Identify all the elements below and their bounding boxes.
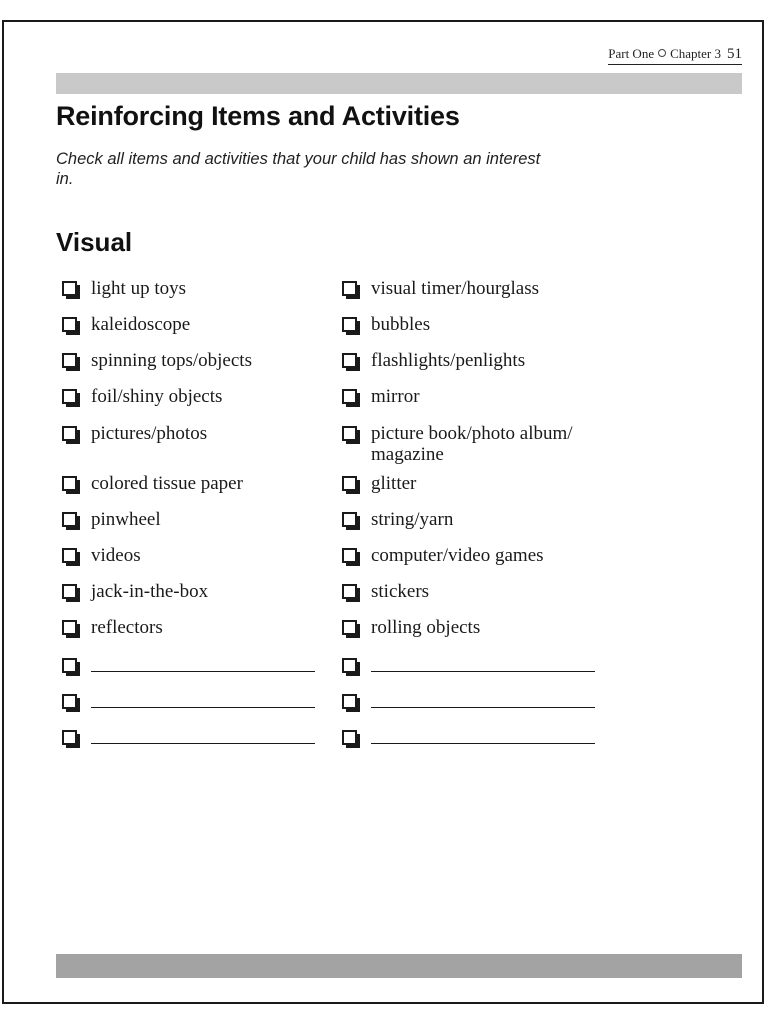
checklist-item-label: bubbles xyxy=(371,314,431,335)
checkbox-icon[interactable] xyxy=(62,426,77,441)
checkbox-icon[interactable] xyxy=(62,512,77,527)
checklist-item-bubbles[interactable] xyxy=(342,314,632,335)
checklist-item-label: glitter xyxy=(371,473,417,494)
checklist-item-label: pinwheel xyxy=(91,509,161,530)
running-head-part: Part One xyxy=(608,46,655,61)
checklist-item-label: pictures/photos xyxy=(91,423,208,444)
checkbox-icon[interactable] xyxy=(62,281,77,296)
section-heading-visual: Visual xyxy=(56,227,133,257)
write-in-line[interactable] xyxy=(91,655,315,672)
checklist-item-blank[interactable] xyxy=(62,655,322,673)
checklist-item-label: flashlights/penlights xyxy=(371,350,526,371)
checklist-item-label: light up toys xyxy=(91,278,187,299)
checklist-item-flashlights[interactable] xyxy=(342,350,632,371)
checklist-item-glitter[interactable] xyxy=(342,473,632,494)
checkbox-icon[interactable] xyxy=(342,353,357,368)
page-subtitle: Check all items and activities that your child has shown an interest in. xyxy=(56,150,541,188)
checklist-item-colored-tissue-paper[interactable] xyxy=(62,473,322,494)
checkbox-icon[interactable] xyxy=(342,548,357,563)
checkbox-icon[interactable] xyxy=(342,620,357,635)
checkbox-icon[interactable] xyxy=(62,476,77,491)
checklist-item-videos[interactable] xyxy=(62,545,322,566)
checkbox-icon[interactable] xyxy=(342,694,357,709)
checkbox-icon[interactable] xyxy=(62,584,77,599)
checkbox-icon[interactable] xyxy=(342,317,357,332)
checkbox-icon[interactable] xyxy=(62,548,77,563)
checklist-item-blank[interactable] xyxy=(342,727,632,745)
running-head-chapter: Chapter 3 xyxy=(670,46,721,61)
checkbox-icon[interactable] xyxy=(62,730,77,745)
running-head-separator-icon xyxy=(658,49,666,57)
header-rule xyxy=(56,73,742,94)
checklist-item-label: computer/video games xyxy=(371,545,544,566)
checkbox-icon[interactable] xyxy=(62,353,77,368)
checkbox-icon[interactable] xyxy=(342,658,357,673)
checklist-item-mirror[interactable] xyxy=(342,386,632,407)
checklist-item-label: foil/shiny objects xyxy=(91,386,223,407)
checklist-item-blank[interactable] xyxy=(62,691,322,709)
page-title: Reinforcing Items and Activities xyxy=(56,101,460,131)
checkbox-icon[interactable] xyxy=(342,426,357,441)
checklist-item-label: spinning tops/objects xyxy=(91,350,252,371)
page-number: 51 xyxy=(727,46,742,62)
checklist-item-label: reflectors xyxy=(91,617,163,638)
checklist-item-label: stickers xyxy=(371,581,430,602)
checklist-item-kaleidoscope[interactable] xyxy=(62,314,322,335)
checklist-item-pictures-photos[interactable] xyxy=(62,423,322,444)
write-in-line[interactable] xyxy=(91,691,315,708)
checklist-item-computer-video-games[interactable] xyxy=(342,545,632,566)
checklist-item-label: jack-in-the-box xyxy=(91,581,209,602)
write-in-line[interactable] xyxy=(371,655,595,672)
checklist-item-label: visual timer/hourglass xyxy=(371,278,539,299)
checklist-item-label: string/yarn xyxy=(371,509,454,530)
checkbox-icon[interactable] xyxy=(342,584,357,599)
write-in-line[interactable] xyxy=(91,727,315,744)
checkbox-icon[interactable] xyxy=(62,389,77,404)
checklist-item-visual-timer[interactable] xyxy=(342,278,632,299)
checklist-item-spinning-tops[interactable] xyxy=(62,350,322,371)
checkbox-icon[interactable] xyxy=(62,317,77,332)
checklist-item-label: kaleidoscope xyxy=(91,314,191,335)
checklist-item-label: videos xyxy=(91,545,141,566)
checkbox-icon[interactable] xyxy=(342,476,357,491)
checklist-item-pinwheel[interactable] xyxy=(62,509,322,530)
checklist-item-picture-book[interactable] xyxy=(342,423,622,465)
write-in-line[interactable] xyxy=(371,691,595,708)
checklist-item-label: picture book/photo album/ magazine xyxy=(371,423,573,465)
checklist-item-jack-in-the-box[interactable] xyxy=(62,581,322,602)
checkbox-icon[interactable] xyxy=(342,389,357,404)
checkbox-icon[interactable] xyxy=(342,281,357,296)
checklist-item-blank[interactable] xyxy=(342,655,632,673)
checklist-item-label: rolling objects xyxy=(371,617,481,638)
checklist-item-label: mirror xyxy=(371,386,420,407)
checklist-item-rolling-objects[interactable] xyxy=(342,617,632,638)
write-in-line[interactable] xyxy=(371,727,595,744)
checklist-item-label: colored tissue paper xyxy=(91,473,243,494)
checklist-item-string-yarn[interactable] xyxy=(342,509,632,530)
checkbox-icon[interactable] xyxy=(342,512,357,527)
checkbox-icon[interactable] xyxy=(62,694,77,709)
checkbox-icon[interactable] xyxy=(342,730,357,745)
checklist-item-reflectors[interactable] xyxy=(62,617,322,638)
checklist-item-blank[interactable] xyxy=(62,727,322,745)
checklist-item-light-up-toys[interactable] xyxy=(62,278,322,299)
footer-rule xyxy=(56,954,742,978)
checklist-item-stickers[interactable] xyxy=(342,581,632,602)
running-head xyxy=(608,46,742,65)
checkbox-icon[interactable] xyxy=(62,620,77,635)
checklist-item-blank[interactable] xyxy=(342,691,632,709)
checklist-item-foil-shiny-objects[interactable] xyxy=(62,386,322,407)
checkbox-icon[interactable] xyxy=(62,658,77,673)
